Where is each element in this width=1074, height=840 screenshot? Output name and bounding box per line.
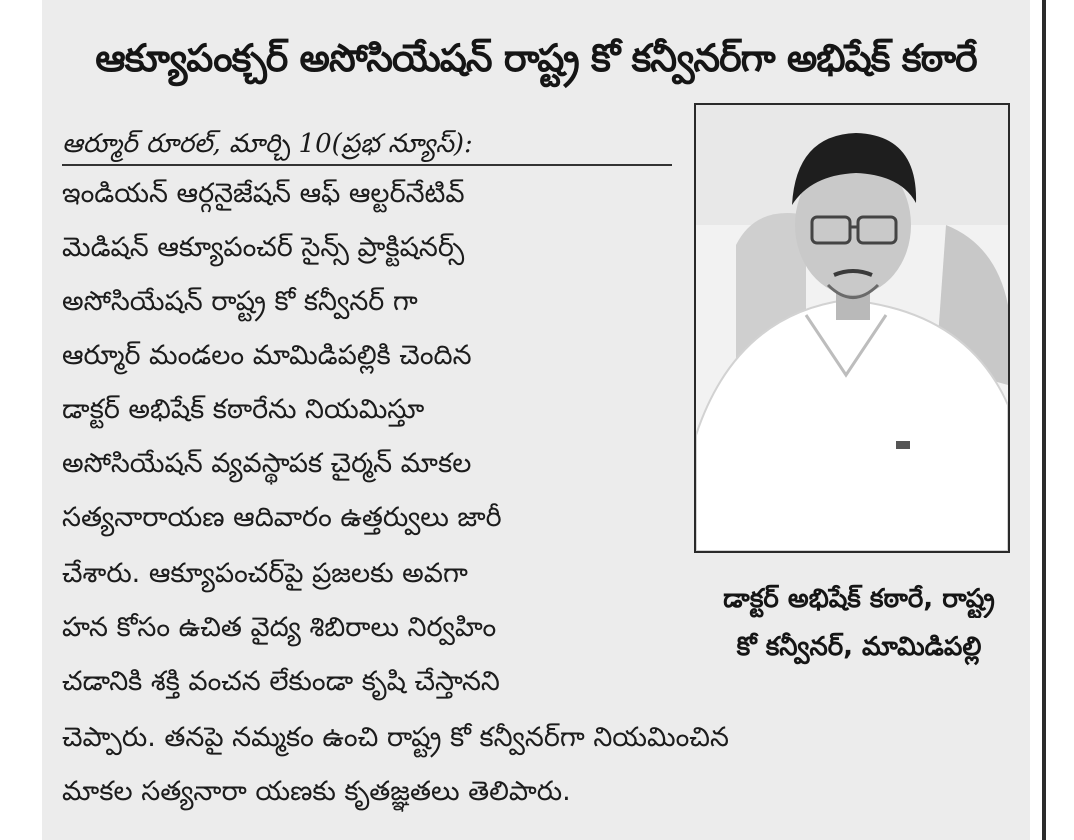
portrait-illustration bbox=[696, 105, 1008, 551]
article-body-line: హన కోసం ఉచిత వైద్య శిబిరాలు నిర్వహిం bbox=[62, 612, 497, 643]
photo-caption-line: డాక్టర్ అభిషేక్ కఠారే, రాష్ట్ర bbox=[723, 584, 995, 614]
article-body-line: సత్యనారాయణ ఆదివారం ఉత్తర్వులు జారీ bbox=[62, 502, 502, 533]
article-body-line: అసోసియేషన్ రాష్ట్ర కో కన్వీనర్ గా bbox=[62, 286, 418, 317]
column-divider-rule bbox=[1042, 0, 1046, 840]
article-body-line: చెప్పారు. తనపై నమ్మకం ఉంచి రాష్ట్ర కో కన్వీనర్‌గా నియమించిన bbox=[62, 722, 729, 753]
article-body-line: ఇండియన్ ఆర్గనైజేషన్ ఆఫ్ ఆల్టర్‌నేటివ్ bbox=[62, 178, 465, 209]
portrait-photo bbox=[694, 103, 1010, 553]
article-body-line: ఆర్మూర్ మండలం మామిడిపల్లికి చెందిన bbox=[62, 340, 472, 371]
article-body-line: చడానికి శక్తి వంచన లేకుండా కృషి చేస్తానని bbox=[62, 666, 500, 697]
photo-caption-line: కో కన్వీనర్, మామిడిపల్లి bbox=[736, 632, 982, 662]
article-body-line: మాకల సత్యనారా యణకు కృతజ్ఞతలు తెలిపారు. bbox=[62, 776, 571, 807]
article-body-line: మెడిషన్ ఆక్యూపంచర్ సైన్స్ ప్రాక్టిషనర్స్ bbox=[62, 232, 465, 263]
article-body-line: అసోసియేషన్ వ్యవస్థాపక చైర్మన్ మాకల bbox=[62, 448, 472, 479]
article-body-line: డాక్టర్ అభిషేక్ కఠారేను నియమిస్తూ bbox=[62, 394, 425, 425]
article-headline: ఆక్యూపంక్చర్ అసోసియేషన్ రాష్ట్ర కో కన్వీనర్‌గా అభిషేక్ కఠారే bbox=[95, 36, 977, 80]
article-dateline: ఆర్మూర్ రూరల్, మార్చి 10(ప్రభ న్యూస్): bbox=[62, 124, 672, 166]
article-body-line: చేశారు. ఆక్యూపంచర్‌పై ప్రజలకు అవగా bbox=[62, 558, 468, 589]
